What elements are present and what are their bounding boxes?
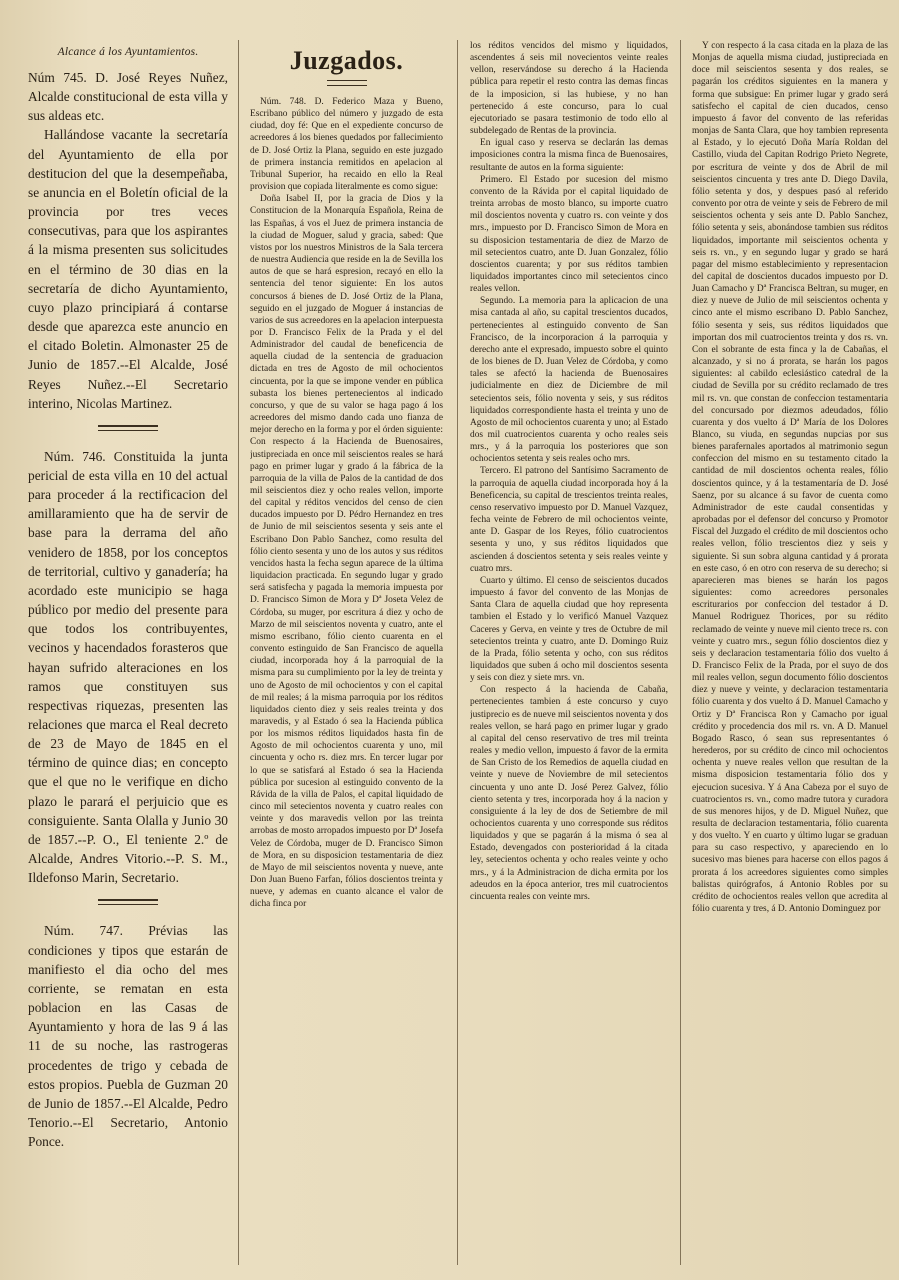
paragraph: Cuarto y último. El censo de seiscientos ducados impuesto á favor del convento de las Monjas de Santa Clara de aquella ciudad que hoy representa tambien el Estado y lo verificó Manuel Vazquez Caceres y Gerva, en veinte y tres de Octubre de mil setecientos treinta y cuatro, ante D. Domingo Ruiz de la Prada, fólio setenta y ocho, con sus réditos liquidados que suben á ocho mil doscientos sesenta y seis con diez y siete mrs. vn. xyxy=(470,575,668,684)
notice-747-body: Núm. 747. Prévias las condiciones y tipos que estarán de manifiesto el dia ocho del mes corriente, se rematan en esta poblacion en las Casas de Ayuntamiento y hora de las 9 á las 11 de su noche, las rastrogeras procedentes de trigo y cebada de estos propios. Puebla de Guzman 20 de Junio de 1857.--El Alcalde, Pedro Tenorio.--El Secretario, Antonio Ponce. xyxy=(28,923,228,1150)
notice-746-body: Núm. 746. Constituida la junta pericial de esta villa en 10 del actual para proceder á la rectificacion del amillaramiento que ha de servir de base para la derrama del año venidero de 1858, por los conceptos de territorial, cultivo y ganadería; ha acordado este municipio se haga público por medio del presente para que todos los contribuyentes, vecinos y hacendados forasteros que hayan sufrido alteraciones en los ramos que constituyen sus respectivas riquezas, presenten las relaciones que marca el Real decreto de 23 de Mayo de 1845 en el término de quince dias; en concepto que el que no le verifique en dicho plazo le parará el perjuicio que es consiguiente. Santa Olalla y Junio 30 de 1857.--P. O., El teniente 2.º de Alcalde, Andres Vitorio.--P. S. M., Ildefonso Marin, Secretario. xyxy=(28,448,228,886)
column-ayuntamientos xyxy=(28,40,228,1151)
paragraph: los réditos vencidos del mismo y liquidados, ascendentes á seis mil novecientos veinte reales vellon, reservándose su derecho á la Hacienda pública para repetir el resto contra las demas fincas de la imposicion, si las hubiese, y no han pertenecido á este concurso, para lo cual ejecutoriado se pasara testimonio de todo ello al subdelegado de Rentas de la provincia. xyxy=(470,41,668,137)
section-header: Alcance á los Ayuntamientos. xyxy=(57,46,199,58)
notice-745-intro: Núm 745. D. José Reyes Nuñez, Alcalde constitucional de esta villa y sus aldeas etc. xyxy=(28,70,228,124)
title-ornament xyxy=(327,80,367,86)
column-rule xyxy=(238,40,239,1265)
paragraph: Primero. El Estado por sucesion del mismo convento de la Rávida por el capital liquidado de treinta arrobas de mosto blanco, su importe cuatro mil doscientos noventa y cuatro rs. con veinte y dos mrs., impuesto por D. Francisco Simon de Mora en su disposicion testamentaria de diez de Marzo de mil setecientos cuatro, ante D. Juan Gonzalez, fólio doscientos cuarenta; y por sus réditos tambien liquidados importantes cinco mil setecientos cinco reales vellon. xyxy=(470,174,668,295)
paragraph: Núm. 748. D. Federico Maza y Bueno, Escribano público del número y juzgado de esta ciudad, doy fé: Que en el expediente concurso de acreedores á los bienes quedados por fallecimiento de D. José Ortiz la Plana, seguido en este juzgado de primera instancia remitidos en apelacion al Tribunal Superior, ha recaido en ello la Real provision que copiada literalmente es como sigue: xyxy=(250,97,443,193)
notice-746 xyxy=(28,447,228,888)
notice-745-body: Hallándose vacante la secretaría del Ayuntamiento de ella por destitucion del que la desempeñaba, se anuncia en el Boletín oficial de la provincia por tres veces consecutivas, para que los aspirantes á la misma presenten sus solicitudes en el término de 30 dias en la secretaría de dicho Ayuntamiento, cuyo plazo principiará á contarse desde que aparezca este anuncio en el citado Boletin. Almonaster 25 de Junio de 1857.--El Alcalde, José Reyes Nuñez.--El Secretario interino, Nicolas Martinez. xyxy=(28,127,228,411)
column-rule xyxy=(457,40,458,1265)
notice-747 xyxy=(28,921,228,1151)
column-rule xyxy=(680,40,681,1265)
notice-745 xyxy=(28,68,228,413)
paragraph: Doña Isabel II, por la gracia de Dios y la Constitucion de la Monarquía Española, Reina de las Españas, á vos el Juez de primera instancia de la ciudad de Moguer, salud y gracia, sabed: Que vistos por los nuestros Ministros de la Sala tercera de nuestra Audiencia que reside en la de Sevilla los autos de que se hará espresion, recayó en ello la sentencia del tenor siguiente: En los autos concursos á bienes de D. José Ortiz de la Plana, seguido en el juzgado de Moguer á instancias de varios de sus acreedores en la apelacion interpuesta por D. Francisco Felix de la Prada y el del Administrador del caudal de beneficencia de aquella ciudad de la sentencia de graduacion dictada en tres de Agosto de mil ochocientos cincuenta, por la que se impone vender en pública subasta los bienes pertenecientos al indicado concurso, y que de su valor se haga pago á los acreedores del mismo dando cada uno fianza de mejor derecho en la forma y por el órden siguiente: Con respecto á la Hacienda de Buenosaires, justipreciada en once mil seiscientos reales se hará pago en primer lugar y grado á la fábrica de la parroquia de la villa de Palos de la cantidad de dos mil seiscientos diez y ocho reales vellon, importe del capital y réditos vencidos del censo de cien ducados impuesto por D. Pédro Hernandez en tres de Junio de mil seiscientos sesenta y seis ante el Escribano Don Pablo Sanchez, como resulta del fólio ciento sesenta y uno de los autos y sus réditos vencidos hasta la fecha segun aparece de la última liquidacion practicada. En segundo lugar y grado será satisfecha y pagada la memoria impuesta por D. Francisco Simon de Mora y Dª Joseta Velez de Córdoba, su muger, por escritura á diez y ocho de Marzo de mil seiscientos noventa y cuatro, ante el mismo escribano, fólio ciento cuarenta en el convento estinguido de San Francisco de aquella ciudad, incorporada hoy á la parroquial de la misma para su cumplimiento por la ley de treinta y uno de Agosto de mil ochocientos y con el capital de mil reales; á la misma parroquia por los réditos liquidados ciento diez y seis reales treinta y dos maravedis, y al Estado ó sea la Hacienda pública por los mismos réditos liquidados hasta fin de Agosto de mil ochocientos cuarenta y uno, mil cincuenta y ocho rs. diez mrs. En tercer lugar por lo que se satisfará al Estado ó sea la Hacienda pública por sucesion al estinguido convento de la Rávida de la villa de Palos, el capital liquidado de cinco mil setecientos noventa y cuatro reales con veinte y dos maravedis vellon por las treinta arrobas de mosto arropados impuesto por Dª Josefa Velez de Córdoba, muger de D. Francisco Simon de Mora, en su disposicion testamentaria de diez de Mayo de mil seiscientos noventa y nueve, ante Don Juan Bueno Farfan, fólios doscientos treinta y nueve, y ademas en cuanto alcance el valor de dicha finca por xyxy=(250,194,443,910)
column-continuation-2 xyxy=(692,40,888,915)
paragraph: Segundo. La memoria para la aplicacion de una misa cantada al año, su capital trescientos ducados, pertenecientes al estinguido convento de San Francisco, de la incorporacion á la parroquia y derecho ante el expresado, impuesto sobre el quinto de los bienes de D. Juan Velez de Córdoba, y como tales se afectó la hacienda de Buenosaires judicialmente en diez de Diciembre de mil setecientos seis, fólio noventa y seis, y sus réditos liquidados correspondiente hasta el treinta y uno de Agosto de mil ochocientos cuarenta y uno; al Estado dos mil cuatrocientos cuarenta y ocho reales seis mrs., y á la parroquia los posteriores que son ochocientos setenta y seis reales ocho mrs. xyxy=(470,296,668,465)
column-juzgados xyxy=(250,40,443,910)
paragraph: En igual caso y reserva se declarán las demas imposiciones contra la misma finca de Buenosaires, resultante de autos en la forma siguiente: xyxy=(470,138,668,173)
notice-748-continued xyxy=(692,40,888,915)
paragraph: Con respecto á la hacienda de Cabaña, pertenecientes tambien á este concurso y cuyo justiprecio es de nueve mil seiscientos noventa y dos reales vellon, se hará pago en primer lugar y grado al capital del censo reservativo de tres mil treinta reales y medio vellon, impuesto á favor de la ermita de San Cristo de los Remedios de aquella ciudad en veinte y nueve de Noviembre de mil setecientos cincuenta y uno ante D. José Perez Galvez, fólio ciento setenta y tres, incorporada hoy á la nacion y consiguiente á la ley de dos de Setiembre de mil ochocientos cuarenta y uno corresponde sus réditos liquidados y que se pagarán á la misma ó sea al Estado, devengados con posterioridad á la citada ley, setecientos ochenta y ocho reales veinte y ocho mrs., y á la Administracion de dicha ermita por los adeudos en la época anterior, tres mil cuatrocientos cincuenta reales con veinte mrs. xyxy=(470,685,668,902)
column-continuation-1 xyxy=(470,40,668,903)
section-title: Juzgados. xyxy=(289,46,404,75)
notice-748-continued xyxy=(470,40,668,903)
paragraph: Y con respecto á la casa citada en la plaza de las Monjas de aquella misma ciudad, justipreciada en doce mil seiscientos sesenta y dos reales, se pagarán los créditos siguientes en la manera y forma que subsigue: En primer lugar y grado será satisfecho el capital de cien ducados, censo impuesto á favor del convento de las referidas monjas de Santa Clara, que hoy tambien representa al Estado, y lo ejecutó Doña María Roldan del Castillo, viuda del Capitan Rodrigo Prieto Negrete, por escritura de veinte y dos de Abril de mil seiscientos cincuenta y tres ante D. Diego Davila, fólio setenta y dos, y despues pasó al referido convento por otra de veinte y seis de Febrero de mil seiscientos ochenta y seis ante D. Pablo Sanchez, fólio setenta y seis, abonándose tambien sus réditos liquidados, importante mil seiscientos ochenta y seis rs. vn., y en segundo lugar y grado se hará pagar del mismo establecimiento y representacion del capital de doscientos ducados impuesto por D. Juan Camacho y Dª Francisca Beltran, su muger, en diez y nueve de Julio de mil seiscientos ochenta y cinco ante el mismo escribano D. Pablo Sanchez, fólio sesenta y seis, sus réditos liquidados que importan dos mil cuatrocientos treinta y dos rs. vn. Con el sobrante de esta finca y la de Cabañas, el alcanzado, y si no á prorata, se harán los pagos siguientes: al cabildo eclesiástico catedral de la ciudad de Sevilla por su crédito reclamado de tres mil rs. vn. que constan de confeccion testamentaria del concursado por diezmos adeudados, fólio cuarenta y dos vuelto á Dª María de los Dolores Blanco, su viuda, en segundas nupcias por sus bienes parafernales aportados al matrimonio segun confeccion del mismo en su testamento citado la cantidad de mil doscientos ochenta reales, fólio doscientos quince, y á la testamentaría de D. José Saenz, por su alcance á su favor de cuenta como Administrador de este caudal consentidas y aprobadas por el defensor del concurso y Promotor Fiscal del Juzgado el crédito de mil doscientos ocho reales vellon, fólio trescientos diez y seis y siguiente. Si sun sobra alguna cantidad y á prorata en este caso, ó en otro con reserva de su derecho; si aparecieren mas bienes se harán los pagos siguientes: como acreedores personales escriturarios por confeccion del testador á D. Manuel Rodriguez Thorices, por su rédito reclamado de veinte y nueve mil ciento trece rs. con veinte y cuatro mrs., segun fólio doscientos diez y seis y declaracion testamentaria fólio dos vuelto á D. Francisco Felix de la Prada, por el suyo de dos mil reales vellon, segun documento fólio doscientos diez y nueve y veinte, y declaracion testamentaria fólio cuarenta y dos vuelto á D. Manuel Camacho y Ortiz y Dª Francisca Ron y Camacho por igual crédito y procedencia dos mil rs. vn. A D. Manuel Bogado Rasco, ó sean sus representantes ó herederos, por su crédito de cinco mil ochocientos ochenta y nueve reales vellon que resultan de la misma disposicion testamentaria fólio dos y ejecucion sucesiva. Y á Ana Cabeza por el suyo de cuatrocientos rs. vn., como madre tutora y curadora de sus menores hijos, y de D. Miguel Nuñez, que resulta de declaracion testamentaria, fólio cuarenta y dos vuelto. Y en cuarto y último lugar se graduan para su caso respectivo, y apareciendo en lo sucesivo mas bienes para hacerse con ellos pagos á prorata á los acreedores siguientes como simples balistas quirógrafos, á Antonio Robles por su crédito de ochocientos reales vellon que acredita al fólio cuarenta y tres, á D. Antonio Dominguez por xyxy=(692,41,888,915)
separator-rule xyxy=(98,425,158,431)
notice-748 xyxy=(250,96,443,910)
separator-rule xyxy=(98,899,158,905)
paragraph: Tercero. El patrono del Santísimo Sacramento de la parroquia de aquella ciudad incorporada hoy á la Beneficencia, su capital de trescientos treinta reales, censo reservativo impuesto por D. Manuel Vazquez, fecha veinte de Febrero de mil ochocientos veinte, ante D. Gaspar de los Reyes, fólio cuatrocientos sesenta y uno, y sus réditos liquidados que ascienden á doscientos setenta y seis reales veinte y cuatro mrs. xyxy=(470,466,668,574)
